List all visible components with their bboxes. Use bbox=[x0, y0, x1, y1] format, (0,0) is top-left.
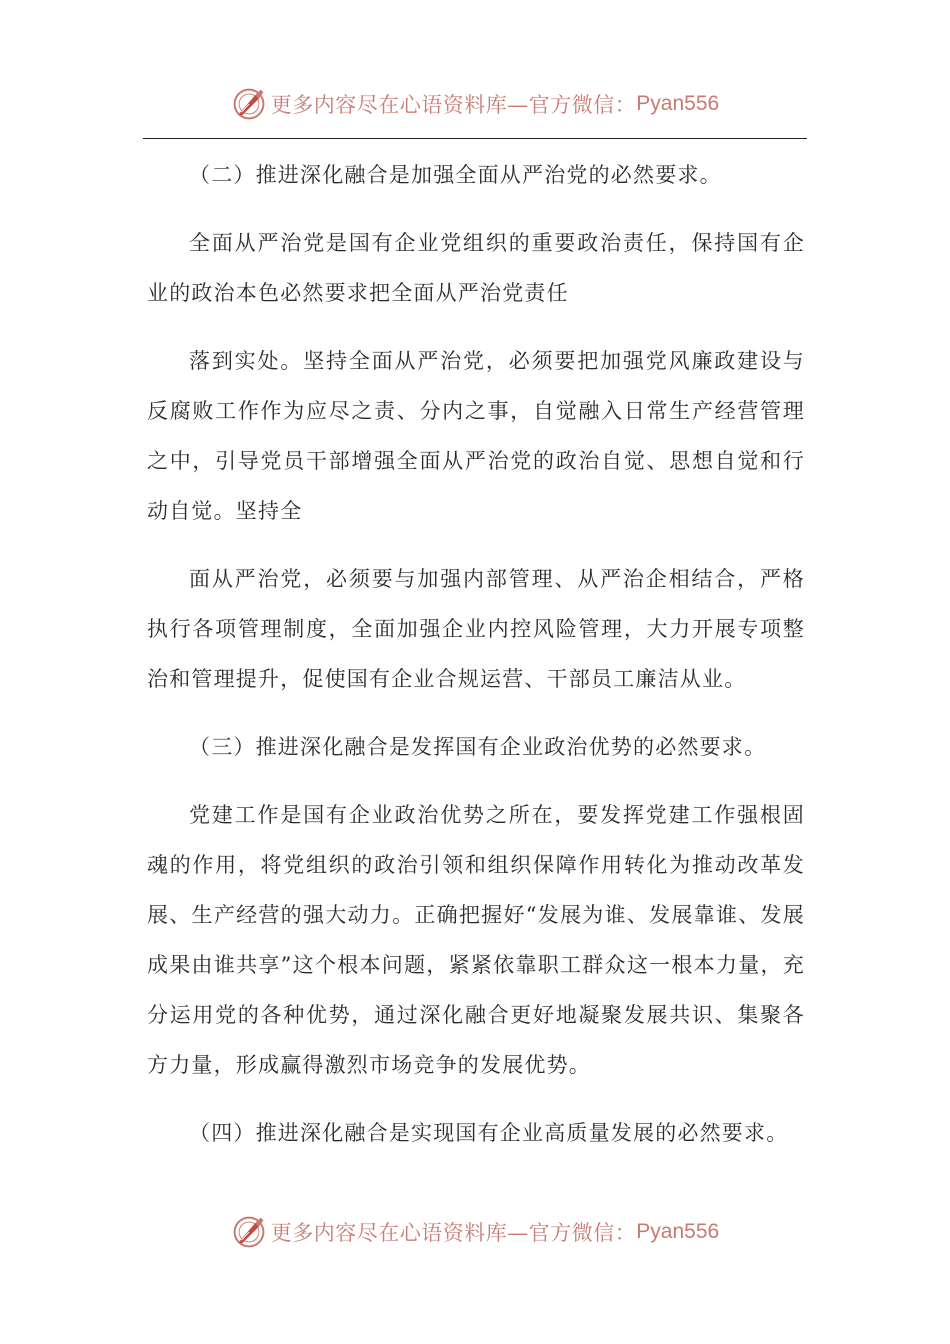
header-banner-wechat-id: Pyan556 bbox=[636, 92, 720, 115]
section-heading-2: （二）推进深化融合是加强全面从严治党的必然要求。 bbox=[189, 163, 722, 187]
document-body bbox=[147, 150, 805, 1158]
footer-banner bbox=[0, 1212, 950, 1252]
footer-banner-text: 更多内容尽在心语资料库—官方微信： bbox=[270, 1221, 637, 1245]
footer-banner-wechat-id: Pyan556 bbox=[636, 1220, 720, 1243]
body-paragraph: 党建工作是国有企业政治优势之所在，要发挥党建工作强根固魂的作用，将党组织的政治引领和组织保障作用转化为推动改革发展、生产经营的强大动力。正确把握好“发展为谁、发展靠谁、发展成果由谁共享”这个根本问题，紧紧依靠职工群众这一根本力量，充分运用党的各种优势，通过深化融合更好地凝聚发展共识、集聚各方力量，形成赢得激烈市场竞争的发展优势。 bbox=[147, 803, 805, 1077]
pen-nib-logo-icon bbox=[231, 1214, 267, 1250]
body-paragraph: 落到实处。坚持全面从严治党，必须要把加强党风廉政建设与反腐败工作作为应尽之责、分内之事，自觉融入日常生产经营管理之中，引导党员干部增强全面从严治党的政治自觉、思想自觉和行动自觉。坚持全 bbox=[147, 349, 805, 523]
header-divider bbox=[143, 138, 807, 139]
body-paragraph: 全面从严治党是国有企业党组织的重要政治责任，保持国有企业的政治本色必然要求把全面从严治党责任 bbox=[147, 231, 805, 305]
body-paragraph: 面从严治党，必须要与加强内部管理、从严治企相结合，严格执行各项管理制度，全面加强企业内控风险管理，大力开展专项整治和管理提升，促使国有企业合规运营、干部员工廉洁从业。 bbox=[147, 567, 805, 691]
header-banner bbox=[0, 84, 950, 124]
section-heading-3: （三）推进深化融合是发挥国有企业政治优势的必然要求。 bbox=[189, 735, 767, 759]
pen-nib-logo-icon bbox=[231, 86, 267, 122]
header-banner-text: 更多内容尽在心语资料库—官方微信： bbox=[270, 93, 637, 117]
section-heading-4: （四）推进深化融合是实现国有企业高质量发展的必然要求。 bbox=[189, 1121, 789, 1145]
